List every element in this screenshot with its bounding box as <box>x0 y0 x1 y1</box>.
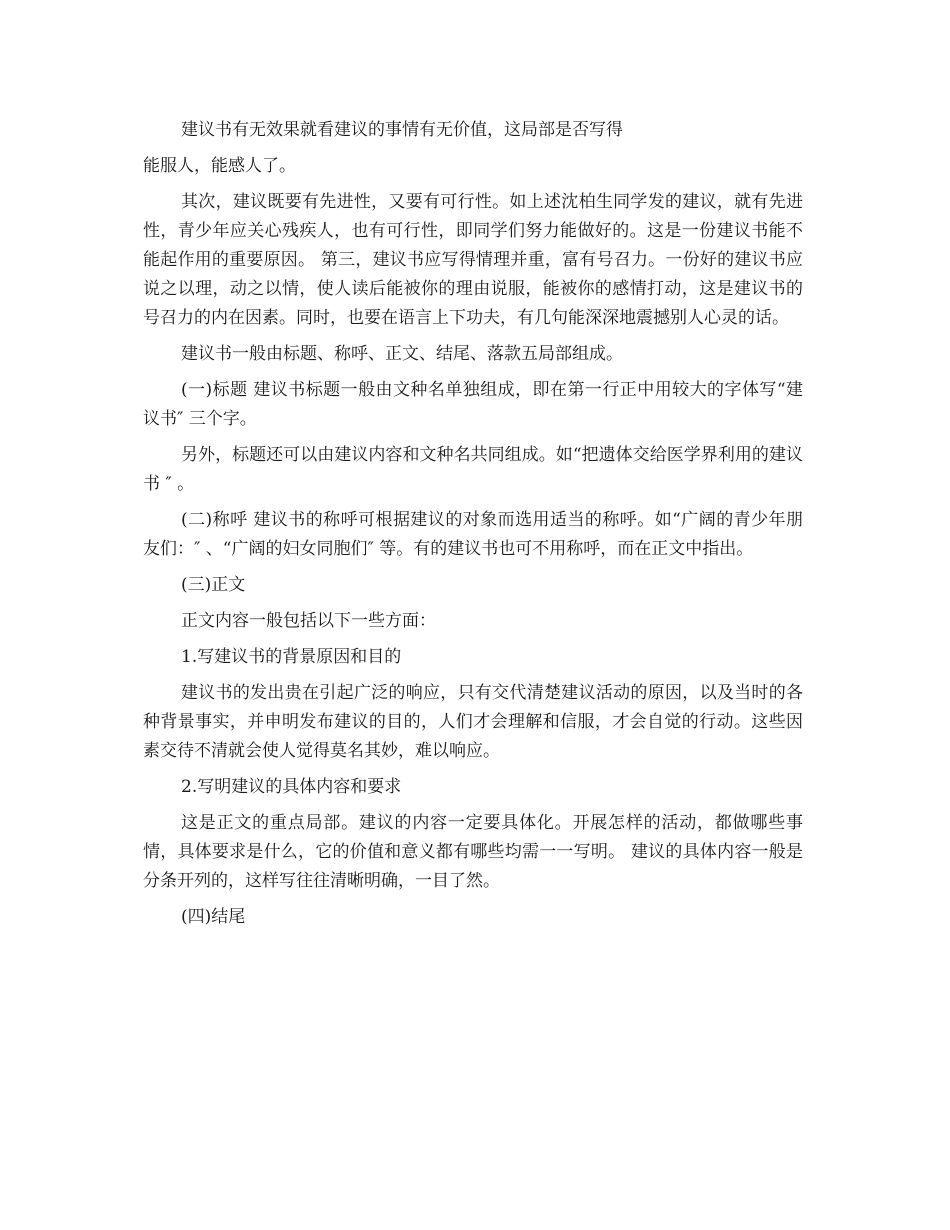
paragraph-5: (一)标题 建议书标题一般由文种名单独组成，即在第一行正中用较大的字体写“建议书″ 三个字。 <box>143 380 803 429</box>
document-body <box>143 116 803 932</box>
paragraph-4: 建议书一般由标题、称呼、正文、结尾、落款五局部组成。 <box>181 344 623 364</box>
section-heading-ending: (四)结尾 <box>181 907 246 927</box>
paragraph-9: 正文内容一般包括以下一些方面： <box>181 611 436 631</box>
paragraph-7: (二)称呼 建议书的称呼可根据建议的对象而选用适当的称呼。如“广阔的青少年朋友们：″ 、“广阔的妇女同胞们″ 等。有的建议书也可不用称呼，而在正文中指出。 <box>143 510 803 559</box>
paragraph-6: 另外，标题还可以由建议内容和文种名共同组成。如“把遗体交给医学界利用的建议书 ″ 。 <box>143 445 803 494</box>
paragraph-3: 其次，建议既要有先进性，又要有可行性。如上述沈柏生同学发的建议，就有先进性，青少年应关心残疾人，也有可行性，即同学们努力能做好的。这是一份建议书能不能起作用的重要原因。 第三，建议书应写得情理并重，富有号召力。一份好的建议书应说之以理，动之以情，使人读后能被你的理由说服，能被你的感情打动，这是建议书的号召力的内在因素。同时，也要在语言上下功夫，有几句能深深地震撼别人心灵的话。 <box>143 192 803 328</box>
subheading-1: 1.写建议书的背景原因和目的 <box>181 647 402 667</box>
subheading-2: 2.写明建议的具体内容和要求 <box>181 777 402 797</box>
paragraph-13: 这是正文的重点局部。建议的内容一定要具体化。开展怎样的活动，都做哪些事情，具体要求是什么，它的价值和意义都有哪些均需一一写明。 建议的具体内容一般是分条开列的，这样写往往清晰明确，一目了然。 <box>143 813 803 891</box>
paragraph-11: 建议书的发出贵在引起广泛的响应，只有交代清楚建议活动的原因，以及当时的各种背景事实，并申明发布建议的目的，人们才会理解和信服，才会自觉的行动。这些因素交待不清就会使人觉得莫名其妙，难以响应。 <box>143 683 803 761</box>
section-heading-body: (三)正文 <box>181 575 246 595</box>
paragraph-2: 能服人，能感人了。 <box>143 156 296 176</box>
paragraph-1: 建议书有无效果就看建议的事情有无价值，这局部是否写得 <box>181 120 623 140</box>
